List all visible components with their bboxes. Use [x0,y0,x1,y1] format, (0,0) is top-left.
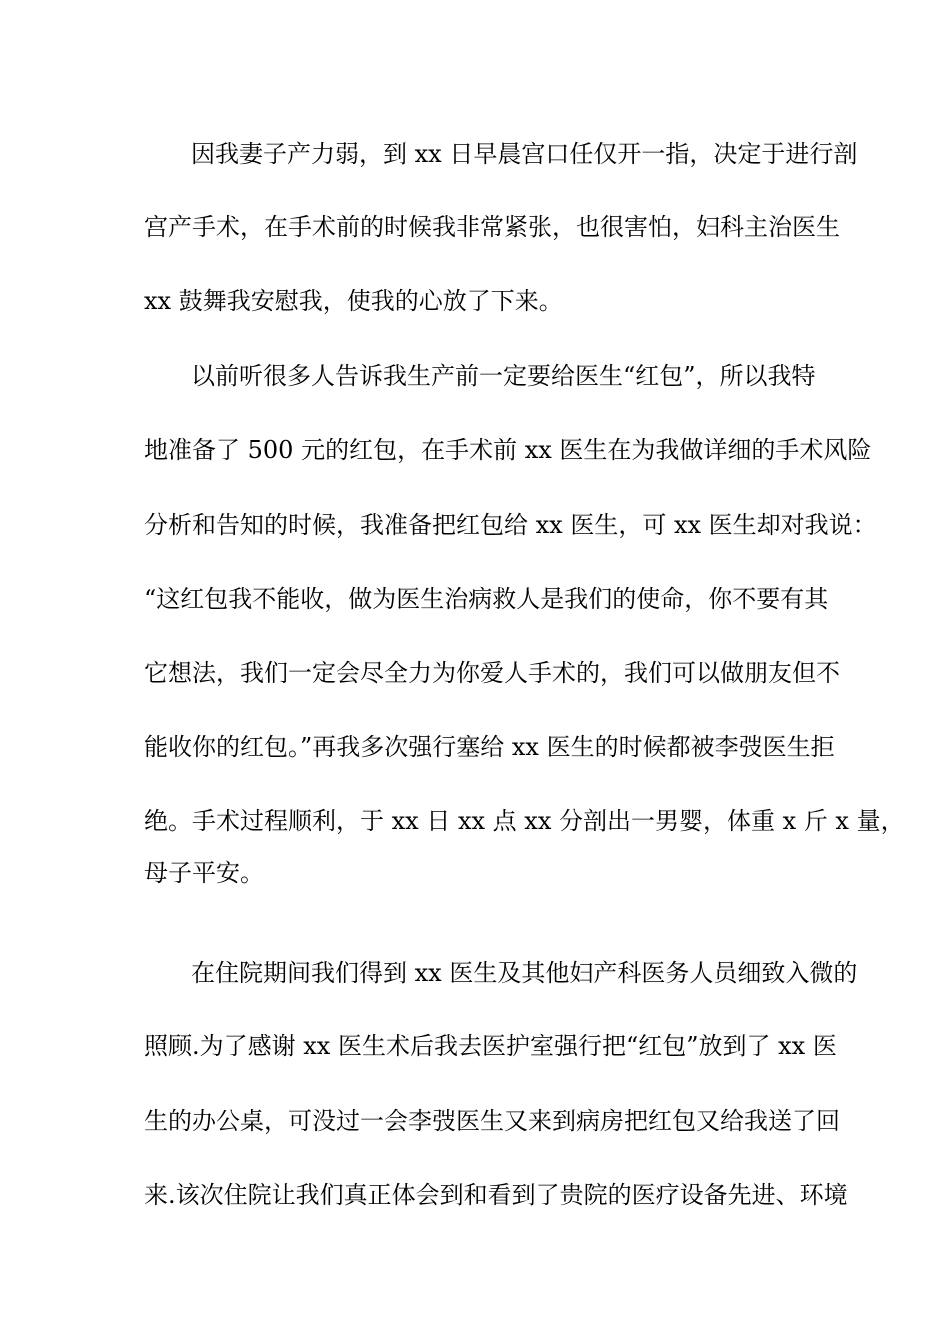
paragraph-3-line-1: 在住院期间我们得到 xx 医生及其他妇产科医务人员细致入微的 [191,959,858,987]
paragraph-1-line-3: xx 鼓舞我安慰我，使我的心放了下来。 [144,287,563,315]
paragraph-2-line-1: 以前听很多人告诉我生产前一定要给医生“红包”，所以我特 [191,362,816,390]
paragraph-3-line-4: 来.该次住院让我们真正体会到和看到了贵院的医疗设备先进、环境 [144,1181,848,1209]
paragraph-2-line-6: 能收你的红包。”再我多次强行塞给 xx 医生的时候都被李弢医生拒 [144,733,835,761]
paragraph-2-line-8: 母子平安。 [144,859,264,887]
paragraph-1-line-1: 因我妻子产力弱，到 xx 日早晨宫口任仅开一指，决定于进行剖 [191,140,858,168]
paragraph-2-line-2: 地准备了 500 元的红包，在手术前 xx 医生在为我做详细的手术风险 [144,436,872,464]
paragraph-3-line-3: 生的办公桌，可没过一会李弢医生又来到病房把红包又给我送了回 [144,1107,840,1135]
paragraph-2-line-7: 绝。手术过程顺利，于 xx 日 xx 点 xx 分剖出一男婴，体重 x 斤 x 量， [144,807,905,835]
paragraph-1-line-2: 宫产手术，在手术前的时候我非常紧张，也很害怕，妇科主治医生 [144,213,840,241]
paragraph-2-line-4: “这红包我不能收，做为医生治病救人是我们的使命，你不要有其 [144,585,829,613]
paragraph-2-line-3: 分析和告知的时候，我准备把红包给 xx 医生，可 xx 医生却对我说： [144,511,877,539]
paragraph-2-line-5: 它想法，我们一定会尽全力为你爱人手术的，我们可以做朋友但不 [144,659,840,687]
paragraph-3-line-2: 照顾.为了感谢 xx 医生术后我去医护室强行把“红包”放到了 xx 医 [144,1032,837,1060]
